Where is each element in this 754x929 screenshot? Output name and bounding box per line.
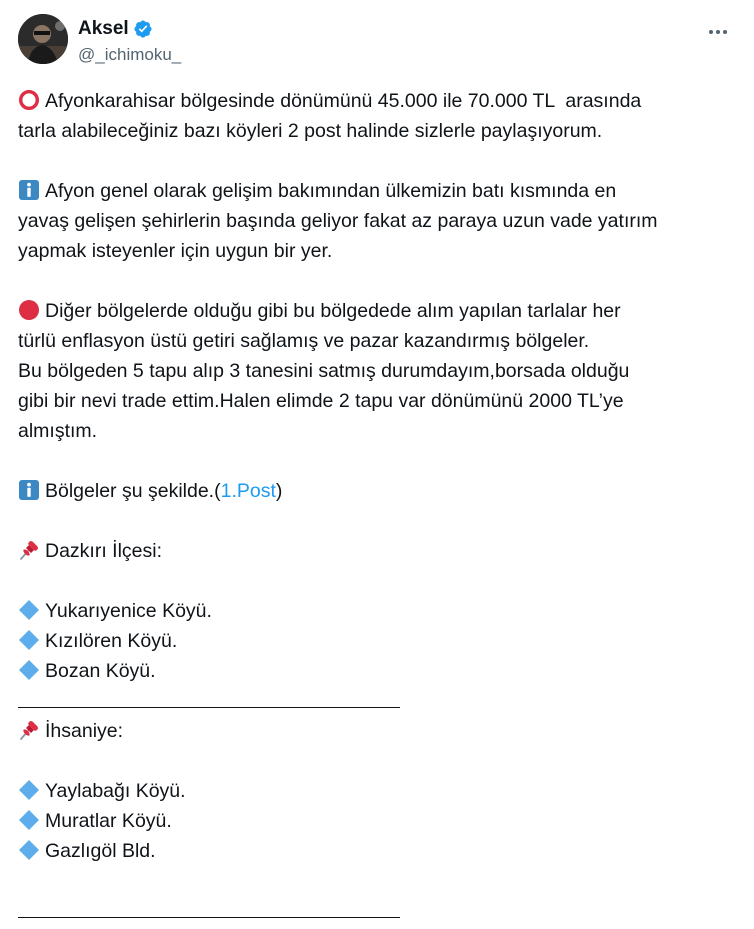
divider (18, 686, 736, 716)
tweet-line: tarla alabileceğiniz bazı köyleri 2 post halinde sizlerle paylaşıyorum. (18, 120, 603, 142)
blue-diamond-icon (18, 599, 40, 621)
verified-badge-icon (133, 19, 153, 39)
tweet-line: Bu bölgeden 5 tapu alıp 3 tanesini satmış durumdayım,borsada olduğu (18, 360, 630, 382)
red-circle-icon (18, 299, 40, 321)
name-row (78, 18, 153, 40)
hollow-red-circle-icon (18, 89, 40, 111)
blue-diamond-icon (18, 839, 40, 861)
blue-diamond-icon (18, 809, 40, 831)
blue-diamond-icon (18, 659, 40, 681)
pushpin-icon (18, 539, 40, 561)
divider (18, 896, 736, 926)
region-title: İhsaniye: (18, 716, 736, 746)
avatar[interactable] (18, 14, 68, 64)
tweet-line: yapmak isteyenler için uygun bir yer. (18, 240, 333, 262)
information-icon (18, 479, 40, 501)
list-item: Yukarıyenice Köyü. (18, 596, 736, 626)
tweet-line: gibi bir nevi trade ettim.Halen elimde 2 tapu var dönümünü 2000 TL’ye (18, 390, 624, 412)
tweet-line: türlü enflasyon üstü getiri sağlamış ve pazar kazandırmış bölgeler. (18, 330, 590, 352)
display-name[interactable]: Aksel (78, 18, 129, 39)
tweet-header (18, 14, 736, 72)
post-link[interactable]: 1.Post (220, 480, 276, 502)
tweet-line: Diğer bölgelerde olduğu gibi bu bölgedede alım yapılan tarlalar her (18, 296, 736, 326)
list-item: Gazlıgöl Bld. (18, 836, 736, 866)
pushpin-icon (18, 719, 40, 741)
tweet-line: Bölgeler şu şekilde.(1.Post) (18, 476, 736, 506)
tweet-text (18, 86, 736, 926)
information-icon (18, 179, 40, 201)
list-item: Muratlar Köyü. (18, 806, 736, 836)
region-title: Dazkırı İlçesi: (18, 536, 736, 566)
blue-diamond-icon (18, 629, 40, 651)
list-item: Yaylabağı Köyü. (18, 776, 736, 806)
more-options-icon[interactable] (706, 20, 730, 44)
tweet-line: yavaş gelişen şehirlerin başında geliyor fakat az paraya uzun vade yatırım (18, 210, 658, 232)
tweet-line: Afyon genel olarak gelişim bakımından ülkemizin batı kısmında en (18, 176, 736, 206)
list-item: Kızılören Köyü. (18, 626, 736, 656)
list-item: Bozan Köyü. (18, 656, 736, 686)
blue-diamond-icon (18, 779, 40, 801)
tweet-line: Afyonkarahisar bölgesinde dönümünü 45.000 ile 70.000 TL arasında (18, 86, 736, 116)
tweet-line: almıştım. (18, 420, 98, 442)
user-handle[interactable]: @_ichimoku_ (78, 45, 182, 64)
